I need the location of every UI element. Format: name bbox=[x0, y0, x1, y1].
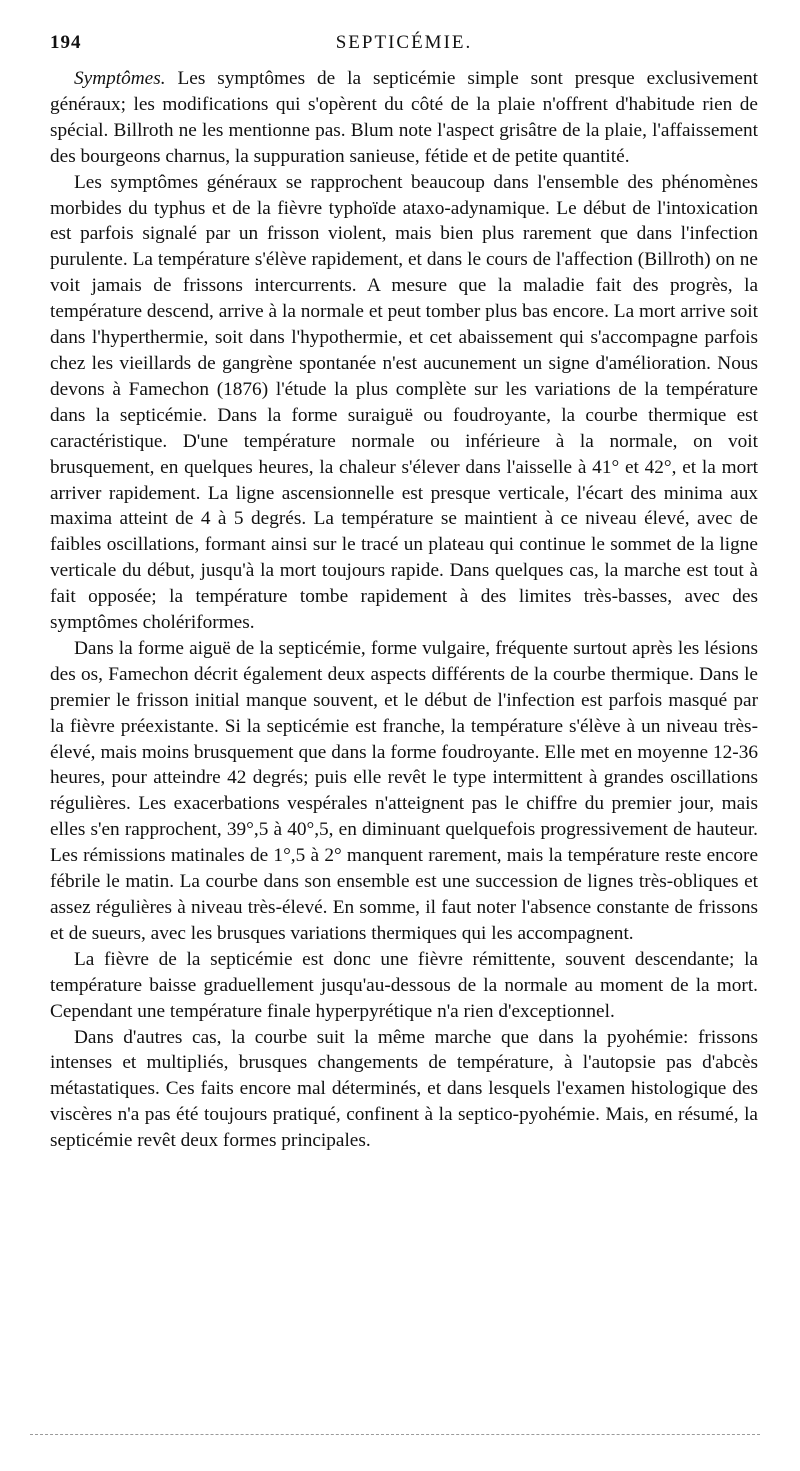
paragraph-fievre-remittente: La fièvre de la septicémie est donc une fièvre rémittente, souvent descendante; la température baisse graduellement jusqu'au-dessous de la normale au moment de la mort. Cependant une température finale hyperpyrétique n'a rien d'exceptionnel. bbox=[50, 948, 758, 1022]
running-head: SEPTICÉMIE. bbox=[335, 32, 473, 53]
page-number: 194 bbox=[50, 32, 82, 53]
paragraph-autres-cas: Dans d'autres cas, la courbe suit la même marche que dans la pyohémie: frissons intenses et multipliés, brusques changements de température, à l'autopsie pas d'abcès métastatiques. Ces faits encore mal déterminés, et dans lesquels l'examen histologique des viscères n'a pas été toujours pratiqué, confinent à la septico-pyohémie. Mais, en résumé, la septicémie revêt deux formes principales. bbox=[50, 1026, 758, 1152]
page-header bbox=[50, 30, 758, 58]
paragraph-text: Les symptômes de la septicémie simple sont presque exclusivement généraux; les modifications qui s'opèrent du côté de la plaie n'offrent d'habitude rien de spécial. Billroth ne les mentionne pas. Blum note l'aspect grisâtre de la plaie, l'affaissement des bourgeons charnus, la suppuration sanieuse, fétide et de petite quantité. bbox=[50, 68, 758, 167]
paragraph-symptomes-generaux: Les symptômes généraux se rapprochent beaucoup dans l'ensemble des phénomènes morbides du typhus et de la fièvre typhoïde ataxo-adynamique. Le début de l'intoxication est parfois signalé par un frisson violent, mais bien plus rarement que dans l'infection purulente. La température s'élève rapidement, et dans le cours de l'affection (Billroth) on ne voit jamais de frissons intercurrents. A mesure que la maladie fait des progrès, la température descend, arrive à la normale et peut tomber plus bas encore. La mort arrive soit dans l'hyperthermie, soit dans l'hypothermie, et cet abaissement qui s'accompagne parfois chez les vieillards de gangrène spontanée n'est aucunement un signe d'amélioration. Nous devons à Famechon (1876) l'étude la plus complète sur les variations de la température dans la septicémie. Dans la forme suraiguë ou foudroyante, la courbe thermique est caractéristique. D'une température normale ou inférieure à la normale, on voit brusquement, en quelques heures, la chaleur s'élever dans l'aisselle à 41° et 42°, et la mort arriver rapidement. La ligne ascensionnelle est presque verticale, l'écart des minima aux maxima atteint de 4 à 5 degrés. La température se maintient à ce niveau élevé, avec de faibles oscillations, formant ainsi sur le tracé un plateau qui continue le sommet de la ligne verticale du début, jusqu'à la mort toujours rapide. Dans quelques cas, la marche est tout à fait opposée; la température tombe rapidement à des limites très-basses, avec des symptômes cholériformes. bbox=[50, 171, 758, 634]
book-page bbox=[50, 30, 758, 1154]
body-text bbox=[50, 66, 758, 1154]
paragraph-forme-aigue: Dans la forme aiguë de la septicémie, forme vulgaire, fréquente surtout après les lésions des os, Famechon décrit également deux aspects différents de la courbe thermique. Dans le premier le frisson initial manque souvent, et le début de l'infection est parfois masqué par la fièvre préexistante. Si la septicémie est franche, la température s'élève à un niveau très-élevé, mais moins brusquement que dans la forme foudroyante. Elle met en moyenne 12-36 heures, pour atteindre 42 degrés; puis elle revêt le type intermittent à grandes oscillations régulières. Les exacerbations vespérales n'atteignent pas le chiffre du premier jour, mais elles s'en rapprochent, 39°,5 à 40°,5, en diminuant quelquefois progressivement de hauteur. Les rémissions matinales de 1°,5 à 2° manquent rarement, mais la température reste encore fébrile le matin. La courbe dans son ensemble est une succession de lignes très-obliques et assez régulières à niveau très-élevé. En somme, il faut noter l'absence constante de frissons et de sueurs, avec les brusques variations thermiques qui les accompagnent. bbox=[50, 637, 758, 944]
footer-dotted-rule bbox=[30, 1434, 760, 1435]
section-lead: Symptômes. bbox=[74, 68, 166, 89]
paragraph-symptomes bbox=[50, 66, 758, 170]
